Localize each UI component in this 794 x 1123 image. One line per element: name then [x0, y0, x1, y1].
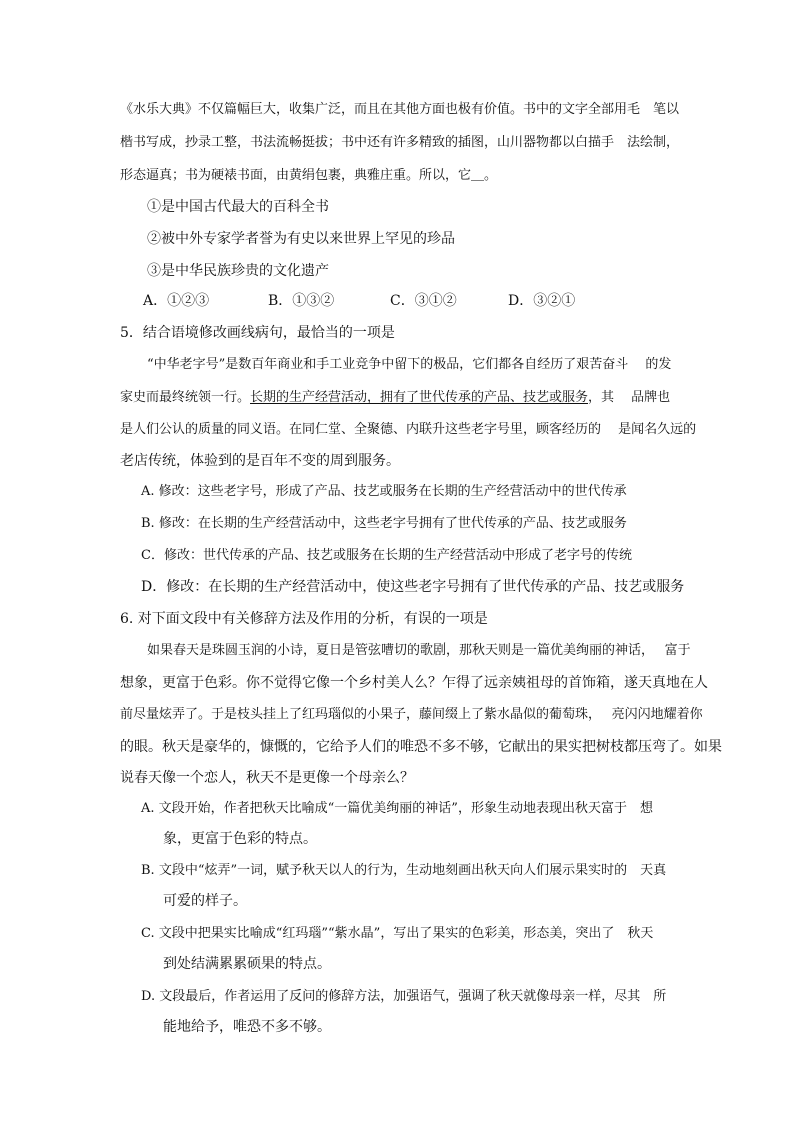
- option-a: A．①②③: [143, 293, 210, 309]
- q5-option-c: C．修改：世代传承的产品、技艺或服务在长期的生产经营活动中形成了老字号的传统: [141, 548, 632, 563]
- q5-option-a: A. 修改：这些老字号，形成了产品、技艺或服务在长期的生产经营活动中的世代传承: [141, 484, 627, 499]
- q5-passage-line-1: “中华老字号”是数百年商业和手工业竞争中留下的极品，它们都各自经历了艰苦奋斗 的发: [147, 357, 672, 372]
- q5-passage-line-2: [120, 388, 670, 408]
- intro-item-3: ③是中华民族珍贵的文化遗产: [147, 263, 329, 279]
- q5-passage-text: ，其 品牌也: [588, 390, 671, 405]
- q6-passage-line-3: 前尽量炫弄了。于是枝头挂上了红玛瑙似的小果子，藤间缀上了紫水晶似的葡萄珠， 亮闪闪地耀着你: [120, 707, 703, 722]
- q5-underlined-sentence: 长期的生产经营活动，拥有了世代传承的产品、技艺或服务: [250, 390, 589, 405]
- q6-option-d-line-1: D. 文段最后，作者运用了反问的修辞方法，加强语气，强调了秋天就像母亲一样，尽其 所: [141, 989, 667, 1004]
- q5-passage-line-3: 是人们公认的质量的同义语。在同仁堂、全聚德、内联升这些老字号里，顾客经历的 是闻名久远的: [120, 422, 697, 437]
- intro-item-1: ①是中国古代最大的百科全书: [147, 199, 329, 215]
- intro-line-3: 形态逼真；书为硬裱书面，由黄绢包裹，典雅庄重。所以，它＿。: [120, 168, 498, 183]
- q6-passage-line-5: 说春天像一个恋人，秋天不是更像一个母亲么？: [120, 770, 414, 786]
- q6-option-b-line-2: 可爱的样子。: [163, 893, 247, 909]
- q6-option-c-line-2: 到处结满累累硕果的特点。: [163, 956, 331, 972]
- option-d: D．③②①: [508, 293, 576, 309]
- q5-passage-text: 家史而最终统领一行。: [120, 390, 251, 405]
- intro-line-1: 《水乐大典》不仅篇幅巨大，收集广泛，而且在其他方面也极有价值。书中的文字全部用毛 笔以: [120, 102, 680, 117]
- intro-item-2: ②被中外专家学者誉为有史以来世界上罕见的珍品: [147, 231, 455, 247]
- q6-passage-line-2: 想象，更富于色彩。你不觉得它像一个乡村美人么？乍得了远亲姨祖母的首饰箱，遂天真地在人: [120, 675, 708, 691]
- q5-option-b: B. 修改：在长期的生产经营活动中，这些老字号拥有了世代传承的产品、技艺或服务: [141, 516, 627, 531]
- q6-option-b-line-1: B. 文段中“炫弄”一词，赋予秋天以人的行为，生动地刻画出秋天向人们展示果实时的 天真: [141, 863, 667, 878]
- q6-heading: 6. 对下面文段中有关修辞方法及作用的分析，有误的一项是: [120, 611, 488, 627]
- q6-option-d-line-2: 能地给予，唯恐不多不够。: [163, 1019, 331, 1035]
- q6-option-a-line-2: 象，更富于色彩的特点。: [163, 831, 317, 847]
- q6-option-a-line-1: A. 文段开始，作者把秋天比喻成“一篇优美绚丽的神话”，形象生动地表现出秋天富于 想: [141, 801, 653, 816]
- intro-options: [0, 291, 794, 311]
- q5-heading: 5．结合语境修改画线病句，最恰当的一项是: [120, 325, 395, 341]
- option-b: B．①③②: [268, 293, 335, 309]
- q6-option-c-line-1: C. 文段中把果实比喻成“红玛瑙”“紫水晶”，写出了果实的色彩美，形态美，突出了 秋天: [141, 926, 654, 941]
- option-c: C．③①②: [390, 293, 457, 309]
- q5-passage-line-4: 老店传统，体验到的是百年不变的周到服务。: [120, 453, 400, 469]
- q5-option-d: D．修改：在长期的生产经营活动中，使这些老字号拥有了世代传承的产品、技艺或服务: [141, 579, 685, 595]
- q6-passage-line-1: 如果春天是珠圆玉润的小诗，夏日是管弦嘈切的歌剧，那秋天则是一篇优美绚丽的神话， 富于: [147, 643, 691, 658]
- intro-line-2: 楷书写成，抄录工整，书法流畅挺拔；书中还有许多精致的插图，山川器物都以白描手 法绘制，: [120, 135, 680, 150]
- q6-passage-line-4: 的眼。秋天是豪华的，慷慨的，它给予人们的唯恐不多不够，它献出的果实把树枝都压弯了。如果: [120, 739, 722, 755]
